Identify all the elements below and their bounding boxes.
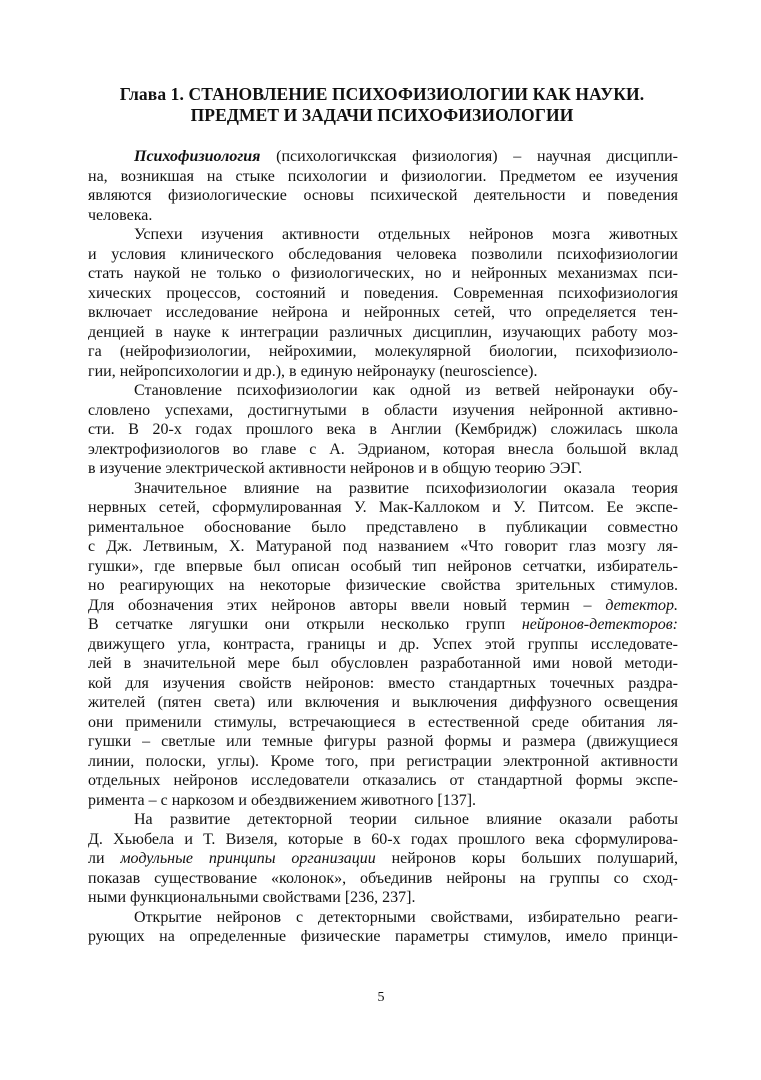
text-run: Для обозначения этих нейронов авторы ввели новый термин – (88, 596, 606, 614)
text-line: риментальное обоснование было представлено в публикации совместно (88, 518, 678, 536)
text-line: словлено успехами, достигнутыми в области изучения нейронной активно- (88, 401, 678, 419)
text-line (88, 615, 678, 635)
text-line: гушки», где впервые был описан особый тип нейронов сетчатки, избиратель- (88, 557, 678, 575)
text-line: римента – с наркозом и обездвижением животного [137]. (88, 791, 477, 809)
paragraph-definition (88, 147, 678, 225)
paragraph-discovery (88, 908, 678, 947)
text-run: В сетчатке лягушки они открыли несколько групп (88, 616, 522, 633)
text-line: нервных сетей, сформулированная У. Мак-Каллоком и У. Питсом. Ее экспе- (88, 499, 678, 516)
text-line: гушки – светлые или темные фигуры разной формы и размера (движущиеся (88, 733, 678, 750)
text-line: в изучение электрической активности нейронов и в общую теорию ЭЭГ. (88, 460, 583, 477)
paragraph-neuroscience (88, 225, 678, 381)
text-line: включает исследование нейрона и нейронных сетей, что определяется тен- (88, 304, 678, 321)
text-line: гии, нейропсихологии и др.), в единую нейронауку (neuroscience). (88, 362, 538, 380)
text-line: линии, полоски, углы). Кроме того, при регистрации электронной активности (88, 752, 678, 770)
term-psychophysiology: Психофизиология (134, 148, 261, 165)
text-line: Д. Хьюбела и Т. Визеля, которые в 60-х годах прошлого века сформулирова- (88, 830, 678, 848)
page-number: 5 (377, 990, 385, 1005)
text-line (88, 849, 678, 869)
text-line: рующих на определенные физические параметры стимулов, имело принци- (88, 928, 678, 945)
chapter-heading (90, 84, 674, 126)
text-line (88, 596, 678, 616)
paragraph-detector-theory (88, 810, 678, 908)
text-line: На развитие детекторной теории сильное влияние оказали работы (134, 811, 678, 828)
text-line: денцией в науке к интеграции различных дисциплин, изучающих работу моз- (88, 323, 678, 341)
paragraph-neural-networks (88, 479, 678, 811)
text-line: Успехи изучения активности отдельных нейронов мозга животных (134, 226, 678, 243)
term-modular-principles: модульные принципы организации (120, 850, 376, 867)
text-line: Открытие нейронов с детекторными свойствами, избирательно реаги- (134, 908, 678, 926)
text-line: они применили стимулы, встречающиеся в естественной среде обитания ля- (88, 713, 678, 731)
text-line: отдельных нейронов исследователи отказались от стандартной формы экспе- (88, 772, 678, 789)
text-line: но реагирующих на некоторые физические свойства зрительных стимулов. (88, 577, 678, 594)
text-line: Значительное влияние на развитие психофизиологии оказала теория (134, 479, 678, 497)
text-line: сти. В 20-х годах прошлого века в Англии (Кембридж) сложилась школа (88, 421, 678, 438)
chapter-heading-line-1: Глава 1. СТАНОВЛЕНИЕ ПСИХОФИЗИОЛОГИИ КАК НАУКИ. (119, 84, 645, 104)
chapter-heading-line-2: ПРЕДМЕТ И ЗАДАЧИ ПСИХОФИЗИОЛОГИИ (190, 105, 574, 125)
text-line: ными функциональными свойствами [236, 237]. (88, 889, 416, 906)
text-run: нейронов коры больших полушарий, (375, 850, 678, 867)
text-line: хических процессов, состояний и поведения. Современная психофизиология (88, 284, 678, 302)
text-line: движущего угла, контраста, границы и др. Успех этой группы исследовате- (88, 635, 678, 653)
text-line: лей в значительной мере был обусловлен разработанной ими новой методи- (88, 655, 678, 672)
text-line: га (нейрофизиологии, нейрохимии, молекулярной биологии, психофизиоло- (88, 343, 678, 360)
term-detector: детектор. (605, 596, 678, 614)
text-line: являются физиологические основы психической деятельности и поведения (88, 187, 678, 204)
text-line: человека. (88, 206, 153, 224)
text-line: кой для изучения свойств нейронов: вместо стандартных точечных раздра- (88, 674, 678, 692)
text-line: на, возникшая на стыке психологии и физиологии. Предметом ее изучения (88, 167, 678, 185)
text-line: и условия клинического обследования человека позволили психофизиологии (88, 245, 678, 263)
body-text (88, 147, 678, 947)
text-line: стать наукой не только о физиологических, но и нейронных механизмах пси- (88, 265, 678, 282)
paragraph-electrophysiology (88, 381, 678, 479)
text-line (88, 147, 678, 167)
text-line: электрофизиологов во главе с А. Эдрианом, которая внесла большой вклад (88, 440, 678, 458)
term-detector-neurons: нейронов-детекторов: (521, 616, 678, 633)
text-line: жителей (пятен света) или включения и выключения диффузного освещения (88, 694, 678, 711)
text-run: (психологичкская физиология) – научная дисципли- (260, 148, 678, 165)
text-run: ли (88, 850, 121, 867)
text-line: показав существование «колонок», объединив нейроны на группы со сход- (88, 869, 678, 887)
text-line: с Дж. Летвиным, Х. Матураной под названием «Что говорит глаз мозгу ля- (88, 538, 678, 555)
text-line: Становление психофизиологии как одной из ветвей нейронауки обу- (134, 382, 678, 399)
